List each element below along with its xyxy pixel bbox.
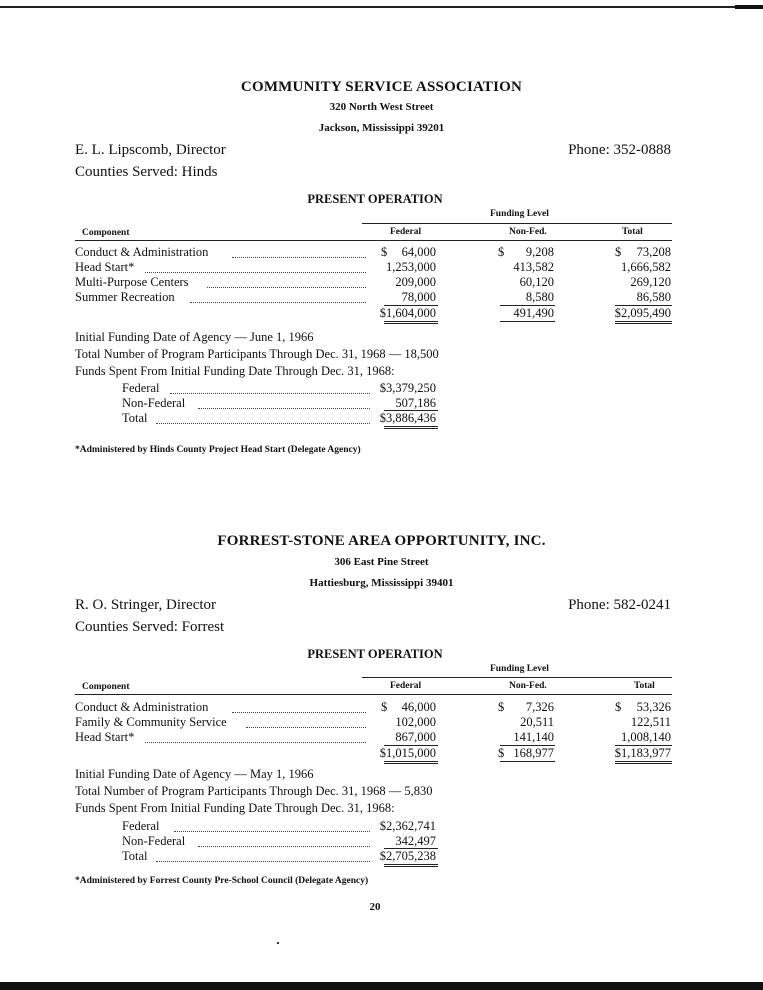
present-operation-heading: PRESENT OPERATION [307,647,443,661]
spent-label: Non-Federal [122,396,186,410]
row-label: Multi-Purpose Centers [75,275,189,289]
spent-double-rule [384,864,438,865]
dot-leader [156,861,370,862]
dot-leader [170,393,370,394]
footnote: *Administered by Hinds County Project Head Start (Delegate Agency) [75,445,361,455]
header-component: Component [82,682,130,692]
dollar-sign: $ [381,245,388,259]
funds-spent-heading: Funds Spent From Initial Funding Date Through Dec. 31, 1968: [75,801,395,815]
dot-leader [232,712,366,713]
funds-spent-heading: Funds Spent From Initial Funding Date Through Dec. 31, 1968: [75,364,395,378]
header-nonfed: Non-Fed. [509,227,547,237]
top-rule [0,6,763,8]
agency-street: 320 North West Street [329,101,434,113]
spent-label: Federal [122,819,160,833]
program-participants: Total Number of Program Participants Through Dec. 31, 1968 — 18,500 [75,347,439,361]
total-total: $1,183,977 [614,746,671,760]
cell-nonfed: 141,140 [513,730,554,744]
total-double-rule [384,321,438,322]
total-double-rule [500,321,555,322]
cell-total: 122,511 [630,715,671,729]
header-rule [75,240,672,241]
counties-served: Counties Served: Forrest [75,619,225,635]
total-double-rule [615,321,672,322]
cell-nonfed: 9,208 [525,245,554,259]
spent-value: $2,705,238 [379,849,436,863]
spent-value: 507,186 [395,396,436,410]
present-operation-heading: PRESENT OPERATION [307,192,443,206]
director-name: R. O. Stringer, Director [75,597,217,613]
spent-double-rule [384,428,438,429]
spent-value: $2,362,741 [379,819,436,833]
cell-nonfed: 60,120 [519,275,554,289]
cell-total: 53,326 [636,700,671,714]
total-nonfed: 168,977 [513,746,554,760]
total-double-rule [500,761,555,762]
agency-city: Jackson, Mississippi 39201 [318,122,445,134]
row-label: Conduct & Administration [75,245,209,259]
row-label: Conduct & Administration [75,700,209,714]
total-federal: $1,015,000 [379,746,436,760]
row-label: Summer Recreation [75,290,175,304]
total-double-rule [384,761,438,762]
dot-leader [232,257,366,258]
initial-funding-date: Initial Funding Date of Agency — May 1, 1966 [75,767,314,781]
dot-leader [198,408,370,409]
cell-nonfed: 20,511 [520,715,554,729]
header-total: Total [622,227,643,237]
total-total: $2,095,490 [614,306,671,320]
agency-city: Hattiesburg, Mississippi 39401 [309,577,454,589]
cell-total: 86,580 [636,290,671,304]
dollar-sign: $ [615,245,622,259]
total-double-rule [615,761,672,762]
header-nonfed: Non-Fed. [509,681,547,691]
footnote: *Administered by Forrest County Pre-School Council (Delegate Agency) [75,876,369,886]
cell-nonfed: 8,580 [525,290,554,304]
agency-title: FORREST-STONE AREA OPPORTUNITY, INC. [217,533,546,549]
funding-level-label: Funding Level [490,209,549,219]
dot-leader [207,287,366,288]
bottom-edge [0,982,763,990]
dot-leader [174,831,370,832]
director-name: E. L. Lipscomb, Director [75,142,226,158]
funding-level-rule [362,223,672,224]
dollar-sign: $ [615,700,622,714]
row-label: Head Start* [75,730,135,744]
funding-level-label: Funding Level [490,664,549,674]
total-double-rule [384,323,438,324]
cell-total: 73,208 [636,245,671,259]
total-double-rule [384,763,438,764]
spent-value: 342,497 [395,834,436,848]
phone-number: Phone: 582-0241 [568,597,671,613]
header-total: Total [634,681,655,691]
spent-label: Total [122,411,148,425]
cell-nonfed: 7,326 [525,700,554,714]
spent-label: Non-Federal [122,834,186,848]
row-label: Head Start* [75,260,135,274]
agency-title: COMMUNITY SERVICE ASSOCIATION [240,79,523,95]
counties-served: Counties Served: Hinds [75,164,218,180]
cell-federal: 78,000 [401,290,436,304]
header-rule [75,694,672,695]
phone-number: Phone: 352-0888 [568,142,671,158]
program-participants: Total Number of Program Participants Through Dec. 31, 1968 — 5,830 [75,784,433,798]
dot-leader [145,742,366,743]
dollar-sign: $ [498,746,505,760]
dot-leader [246,727,366,728]
total-federal: $1,604,000 [379,306,436,320]
page-number: 20 [369,901,381,913]
cell-federal: 867,000 [395,730,436,744]
agency-street: 306 East Pine Street [334,556,429,568]
header-federal: Federal [390,227,422,237]
spent-double-rule [384,866,438,867]
total-double-rule [615,763,672,764]
dollar-sign: $ [498,245,505,259]
funding-level-rule [362,677,672,678]
cell-federal: 64,000 [401,245,436,259]
dot-leader [145,272,366,273]
dot-leader [198,846,370,847]
dollar-sign: $ [498,700,505,714]
top-rule-mark [735,5,763,9]
cell-federal: 1,253,000 [386,260,436,274]
spent-value: $3,886,436 [379,411,436,425]
cell-total: 1,666,582 [621,260,671,274]
header-component: Component [82,228,130,238]
header-federal: Federal [390,681,422,691]
spent-label: Total [122,849,148,863]
cell-federal: 209,000 [395,275,436,289]
cell-total: 269,120 [630,275,671,289]
spent-value: $3,379,250 [379,381,436,395]
spent-label: Federal [122,381,160,395]
cell-federal: 102,000 [395,715,436,729]
spent-double-rule [384,426,438,427]
row-label: Family & Community Service [75,715,227,729]
dot-leader [156,423,370,424]
speck [277,942,279,944]
cell-nonfed: 413,582 [513,260,554,274]
dollar-sign: $ [381,700,388,714]
dot-leader [190,302,366,303]
total-nonfed: 491,490 [513,306,554,320]
total-double-rule [615,323,672,324]
cell-federal: 46,000 [401,700,436,714]
cell-total: 1,008,140 [621,730,671,744]
initial-funding-date: Initial Funding Date of Agency — June 1, 1966 [75,330,314,344]
